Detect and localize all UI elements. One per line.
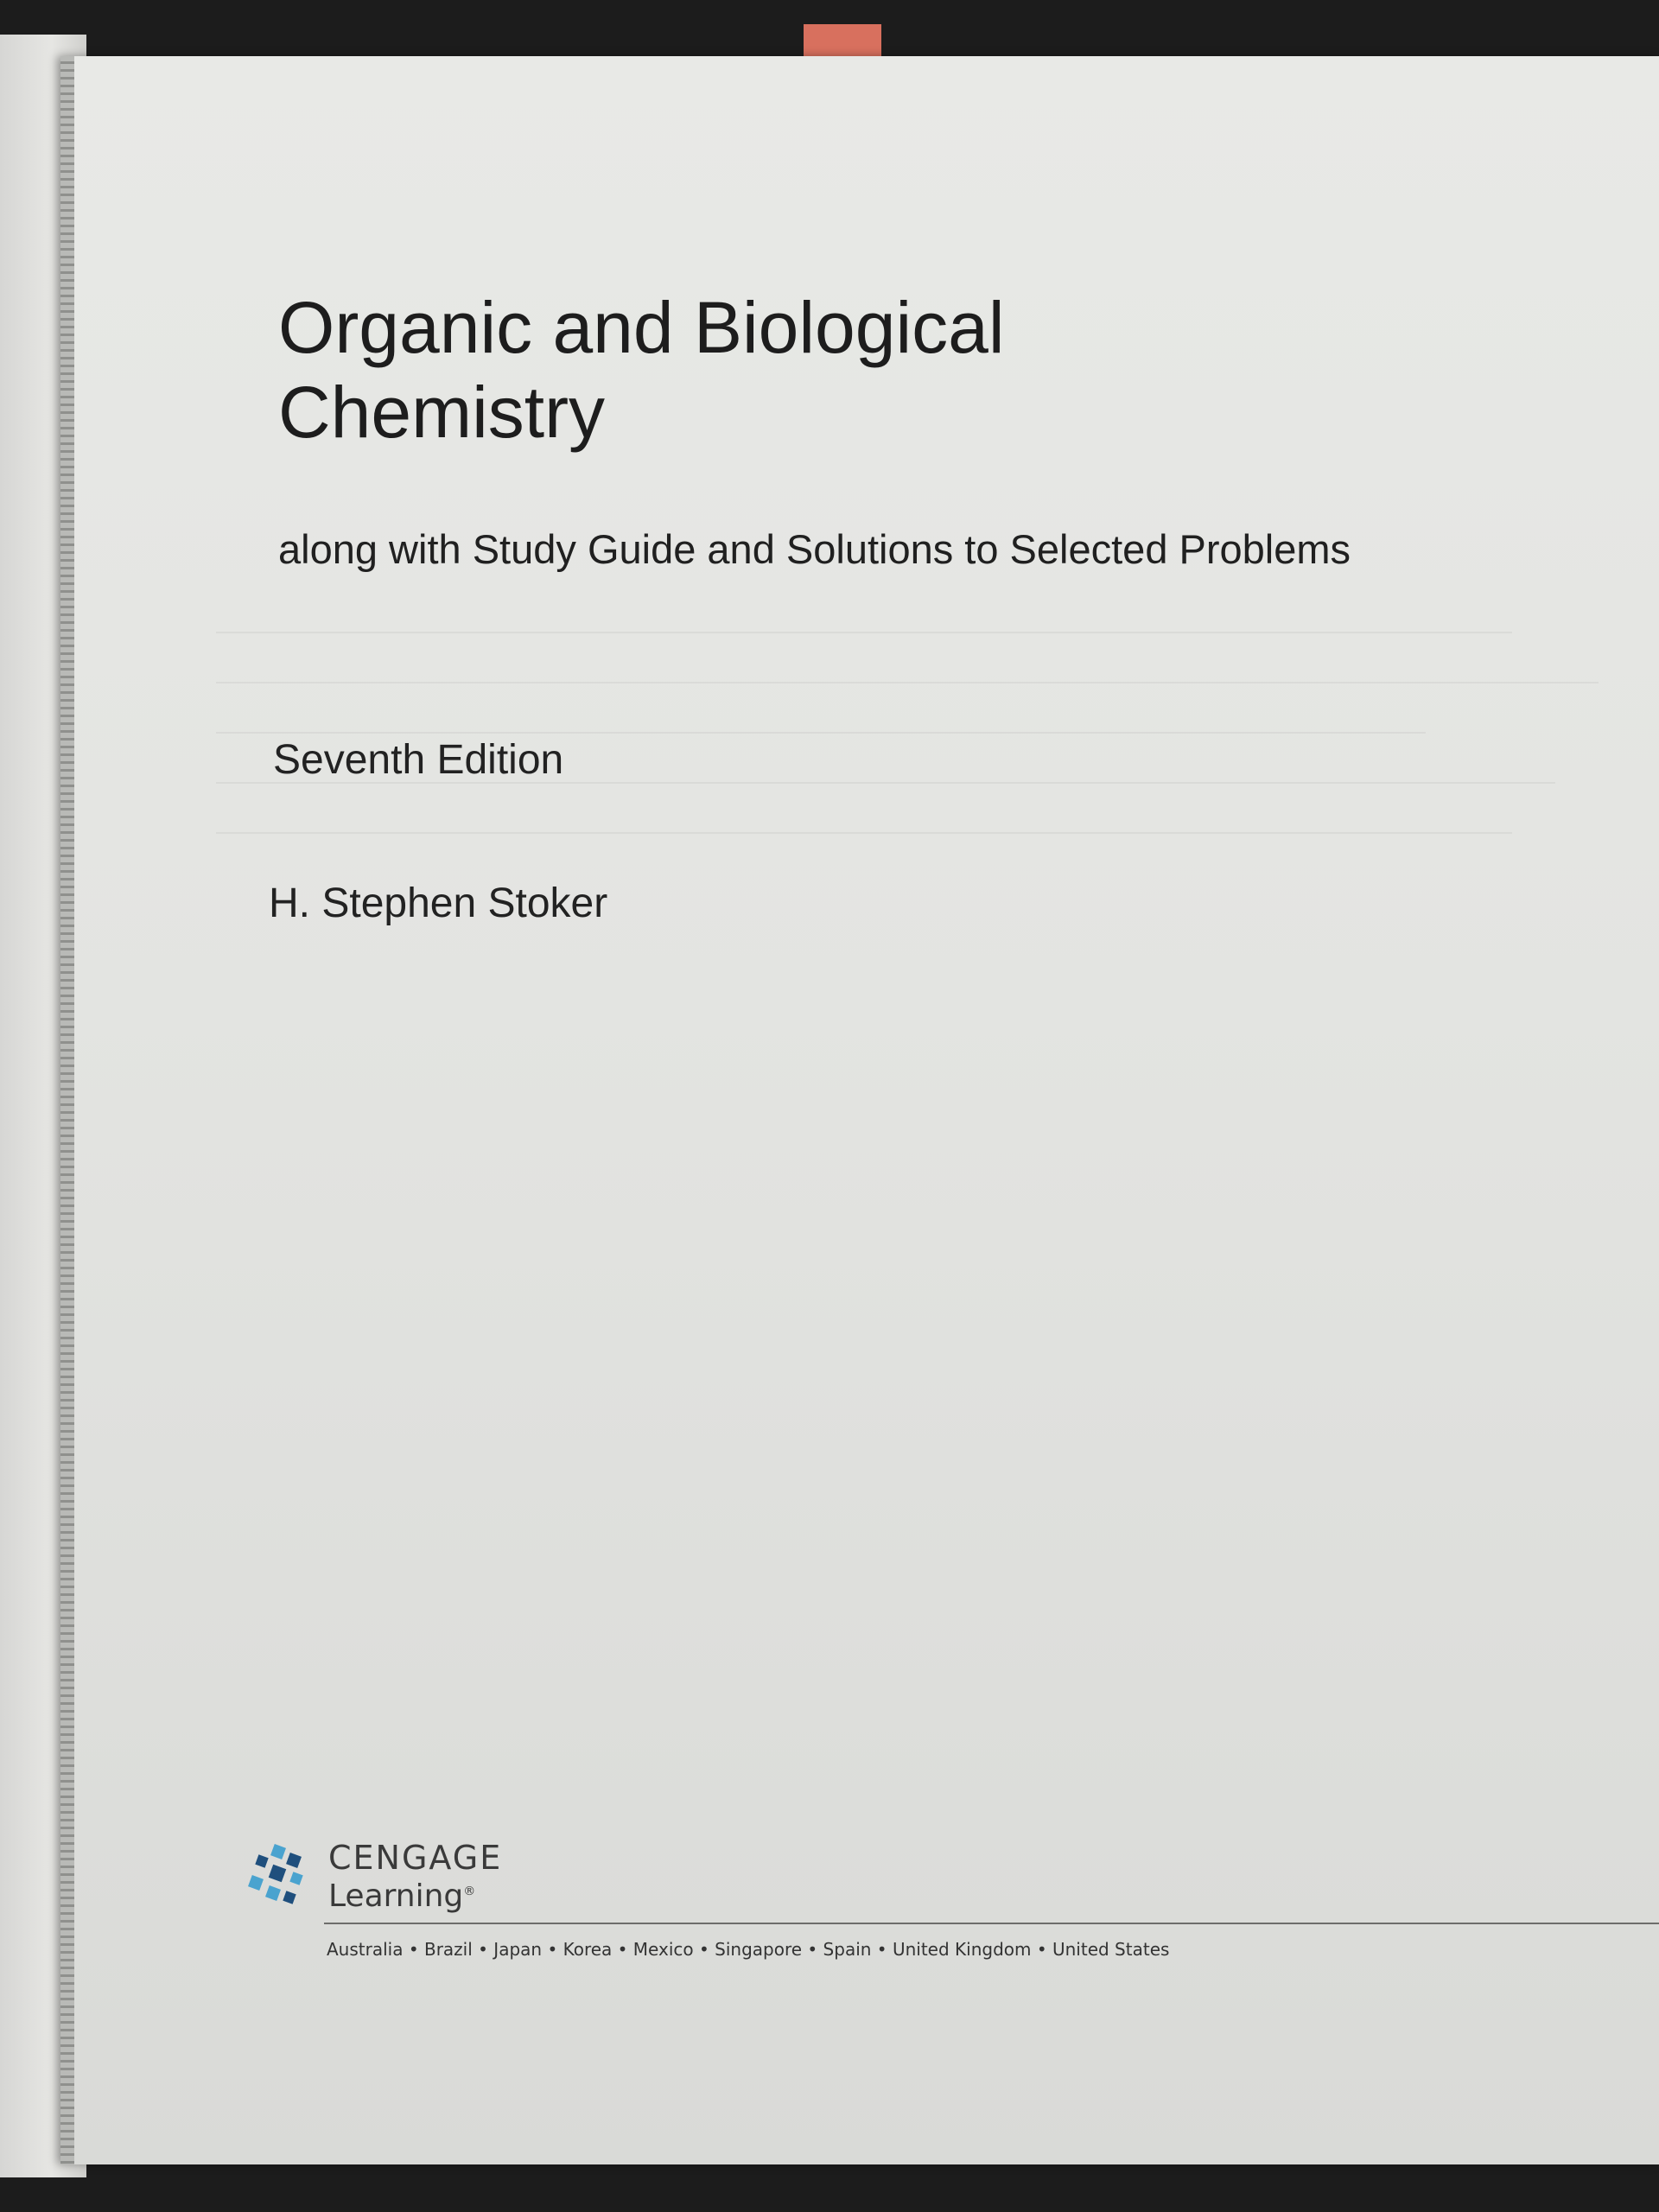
title-line-1: Organic and Biological [278,287,1005,368]
logo-subtext [328,1878,475,1914]
title-line-2: Chemistry [278,372,606,453]
spiral-binding-edge [60,56,74,2164]
cengage-dots-icon [246,1844,315,1913]
book-title [278,285,1315,454]
publisher-logo [246,1839,540,1934]
logo-subtext-label: Learning [328,1878,464,1914]
author-name: H. Stephen Stoker [269,880,608,926]
edition-label: Seventh Edition [273,737,564,783]
book-subtitle: along with Study Guide and Solutions to Selected Problems [278,526,1351,572]
registered-mark-icon: ® [463,1885,476,1898]
publisher-locations: Australia • Brazil • Japan • Korea • Mexico • Singapore • Spain • United Kingdom • United States [327,1939,1170,1960]
publisher-divider [324,1923,1659,1924]
logo-wordmark: CENGAGE [328,1839,503,1877]
